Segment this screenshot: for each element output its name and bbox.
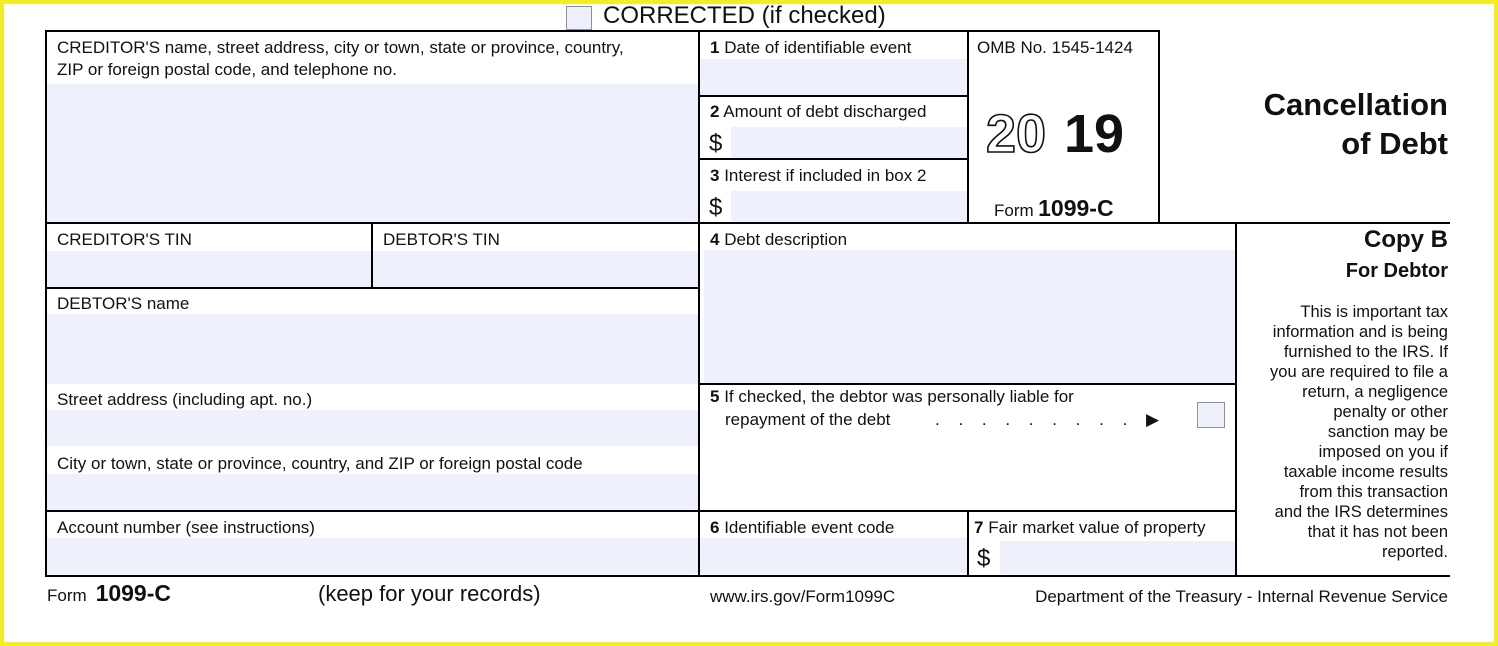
footer-form: Form 1099-C [47, 580, 171, 606]
box5-label-line2: repayment of the debt [725, 410, 891, 429]
tax-year [980, 100, 1155, 162]
box4-description-field[interactable] [704, 250, 1235, 383]
account-label: Account number (see instructions) [57, 518, 315, 537]
footer-url[interactable]: www.irs.gov/Form1099C [710, 587, 896, 606]
rule [371, 224, 373, 288]
box6-label: 6 Identifiable event code [710, 518, 895, 537]
copy-title: Copy B [1364, 226, 1448, 253]
box3-label: 3 Interest if included in box 2 [710, 166, 927, 185]
box3-interest-field[interactable] [731, 191, 967, 222]
account-number-field[interactable] [47, 538, 698, 574]
street-address-label: Street address (including apt. no.) [57, 390, 313, 409]
creditor-tin-field[interactable] [47, 251, 371, 287]
rule [45, 287, 700, 289]
footer-keep: (keep for your records) [318, 581, 541, 606]
form-tag: Form 1099-C [994, 195, 1114, 221]
box1-label: 1 Date of identifiable event [710, 38, 912, 57]
box7-label: 7 Fair market value of property [974, 518, 1206, 537]
notice-text: This is important tax information and is being furnished to the IRS. If you are required to file a return, a negligence penalty or other sanction may be imposed on you if taxable income results from this transaction and the IRS determines that it has not been reported. [1270, 303, 1448, 561]
box5-checkbox[interactable] [1197, 402, 1225, 428]
box5-leader: . . . . . . . . . ▶ [935, 410, 1167, 429]
rule [700, 95, 968, 97]
box1-date-field[interactable] [700, 59, 967, 95]
rule [1158, 30, 1160, 224]
form-title-line2: of Debt [1341, 126, 1448, 161]
rule [700, 158, 968, 160]
form-title-line1: Cancellation [1263, 87, 1448, 122]
box7-dollar-sign: $ [977, 545, 991, 572]
box4-label: 4 Debt description [710, 230, 848, 249]
debtor-tin-label: DEBTOR'S TIN [383, 230, 500, 249]
creditor-name-field[interactable] [47, 84, 698, 223]
debtor-name-label: DEBTOR'S name [57, 294, 190, 313]
rule [700, 383, 1237, 385]
city-field[interactable] [47, 474, 698, 510]
corrected-checkbox[interactable] [566, 6, 592, 30]
box3-dollar-sign: $ [709, 194, 723, 221]
rule [698, 30, 700, 577]
rule [45, 575, 1450, 577]
copy-subtitle: For Debtor [1345, 260, 1448, 282]
creditor-label-line2: ZIP or foreign postal code, and telephone no. [57, 60, 397, 79]
footer-department: Department of the Treasury - Internal Revenue Service [1035, 587, 1448, 606]
corrected-label: CORRECTED (if checked) [603, 2, 886, 29]
rule [967, 30, 969, 224]
rule [45, 30, 1160, 32]
rule [1235, 224, 1237, 577]
omb-number: OMB No. 1545-1424 [977, 38, 1133, 57]
city-label: City or town, state or province, country, and ZIP or foreign postal code [57, 454, 583, 473]
box6-event-code-field[interactable] [700, 538, 967, 574]
rule [45, 510, 1237, 512]
debtor-tin-field[interactable] [373, 251, 698, 287]
tax-year-outline: 20 [986, 104, 1047, 162]
box7-fmv-field[interactable] [1000, 541, 1235, 574]
rule [967, 510, 969, 577]
street-address-field[interactable] [47, 410, 698, 446]
box2-dollar-sign: $ [709, 130, 723, 157]
box2-label: 2 Amount of debt discharged [710, 102, 927, 121]
debtor-name-field[interactable] [47, 314, 698, 384]
box2-amount-field[interactable] [731, 127, 967, 158]
tax-year-solid: 19 [1064, 104, 1125, 162]
creditor-label-line1: CREDITOR'S name, street address, city or town, state or province, country, [57, 38, 624, 57]
rule [45, 222, 1450, 224]
rule [45, 30, 47, 577]
creditor-tin-label: CREDITOR'S TIN [57, 230, 192, 249]
box5-label-line1: 5 If checked, the debtor was personally liable for [710, 387, 1074, 406]
